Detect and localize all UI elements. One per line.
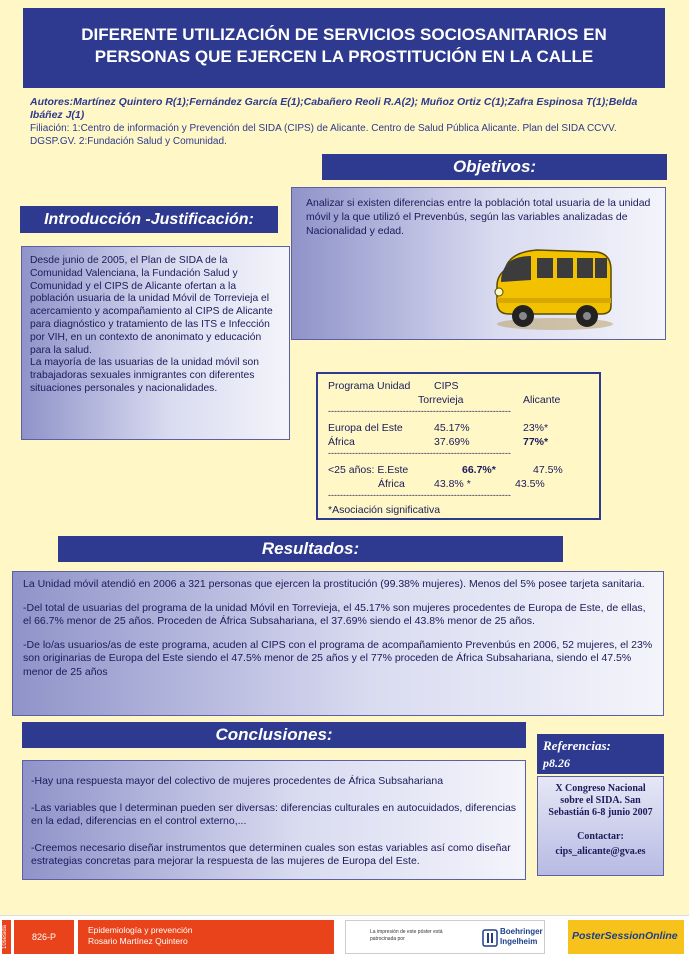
referencias-panel: [537, 734, 664, 877]
table-divider: -------------------------------------------------------------: [328, 406, 511, 416]
sponsor-text: La impresión de este póster está patrocinada por: [370, 929, 443, 942]
objetivos-text: Analizar si existen diferencias entre la población total usuaria de la unidad móvil y la que utilizó el Prevenbús, según las variables analizadas de Nacionalidad y edad.: [306, 197, 651, 237]
resultados-box: [12, 571, 664, 716]
resultados-paragraph-3: -De lo/as usuarios/as de este programa, acuden al CIPS con el programa de acompañamiento Prevenbús en 2006, 52 mujeres, el 23% son originarias de Europa del Este siendo el 47.5% menor de 25 años y el 77% proceden de África Subsahariana, siendo el 47.5% menor de 25 años: [23, 638, 653, 678]
sponsor-name: Boehringer Ingelheim: [500, 927, 543, 946]
row-africa-cips: 77%*: [523, 436, 549, 448]
row-africa-label: África: [328, 436, 355, 448]
intro-paragraph-1: Desde junio de 2005, el Plan de SIDA de la Comunidad Valenciana, la Fundación Salud y Comunidad y el CIPS de Alicante ofertan a la población usuaria de la unidad Móvil de Torrevieja el acercamiento y acompañamiento al CIPS de Alicante para diagnóstico y tratamiento de las ITS e Infección por VIH, en un contexto de anonimato y educación para la salud.: [30, 255, 273, 356]
footer-bar: [0, 915, 689, 957]
authors: Autores:Martínez Quintero R(1);Fernández García E(1);Cabañero Reoli R.A(2); Muñoz Ortiz C(1);Zafra Espinosa T(1);Belda Ibáñez J(1): [30, 96, 638, 121]
intro-paragraph-2: La mayoría de las usuarias de la unidad móvil son trabajadoras sexuales inmigrantes con diferentes situaciones personales y nacionalidades.: [30, 357, 259, 394]
contact-email[interactable]: cips_alicante@gva.es: [555, 846, 646, 857]
table-header-alicante: Alicante: [523, 394, 561, 406]
conclusiones-paragraph-1: -Hay una respuesta mayor del colectivo de mujeres procedentes de África Subsahariana: [31, 775, 444, 787]
footer-code: 826-P: [14, 920, 74, 954]
resultados-title: Resultados:: [58, 536, 563, 562]
brand-box: [568, 920, 684, 954]
resultados-paragraph-1: La Unidad móvil atendió en 2006 a 321 personas que ejercen la prostitución (99.38% mujeres). Menos del 5% posee tarjeta sanitaria.: [23, 578, 645, 590]
conclusiones-box: [22, 760, 526, 880]
row-africa-unidad: 37.69%: [434, 436, 470, 448]
poster-title-banner: [23, 8, 665, 88]
row-young-africa-label: África: [378, 478, 405, 490]
table-header-programa: Programa Unidad: [328, 380, 411, 392]
conclusiones-paragraph-2: -Las variables que l determinan pueden ser diversas: diferencias culturales en autocuidados, diferencias en la edad, diferencias en el control externo,...: [31, 801, 517, 827]
bus-icon: [487, 240, 617, 332]
resultados-paragraph-2: -Del total de usuarias del programa de la unidad Móvil en Torrevieja, el 45.17% son mujeres procedentes de Europa de Este, de ellas, el 66.7% menor de 25 años. Proceden de África Subsahariana, el 37.69% siendo el 43.8% menor de 25 años.: [23, 601, 646, 627]
brand-logo: PosterSessionOnline: [572, 930, 678, 942]
footer-author: Rosario Martínez Quintero: [88, 936, 188, 946]
conclusiones-title: Conclusiones:: [22, 722, 526, 748]
objetivos-title: Objetivos:: [322, 154, 667, 180]
table-divider: -------------------------------------------------------------: [328, 490, 511, 500]
row-young-este-unidad: 66.7%*: [462, 464, 496, 476]
row-young-este-cips: 47.5%: [533, 464, 563, 476]
row-young-este-label: <25 años: E.Este: [328, 464, 409, 476]
row-europa-unidad: 45.17%: [434, 422, 470, 434]
row-europa-cips: 23%*: [523, 422, 549, 434]
intro-box: [21, 246, 290, 440]
table-divider: -------------------------------------------------------------: [328, 448, 511, 458]
footer-category: Epidemiología y prevención: [88, 925, 193, 935]
comparison-table-box: [316, 372, 601, 520]
footer-side-label: 10sesida: [2, 920, 11, 954]
row-young-africa-unidad: 43.8% *: [434, 478, 471, 490]
row-young-africa-cips: 43.5%: [515, 478, 545, 490]
poster-title: DIFERENTE UTILIZACIÓN DE SERVICIOS SOCIOSANITARIOS EN PERSONAS QUE EJERCEN LA PROSTITUCIÓN EN LA CALLE: [81, 25, 607, 66]
conclusiones-paragraph-3: -Creemos necesario diseñar instrumentos que determinen cuales son estas variables así como diseñar estrategias concretas para mejorar la respuesta de las mujeres de Europa del Este.: [31, 841, 511, 867]
footer-info: [78, 920, 334, 954]
referencias-title: Referencias:: [543, 738, 611, 753]
affiliation: Filiación: 1:Centro de información y Prevención del SIDA (CIPS) de Alicante. Centro de Salud Pública Alicante. Plan del SIDA CCVV. DGSP.GV. 2:Fundación Salud y Comunidad.: [30, 123, 617, 147]
contact-label: Contactar:: [577, 831, 624, 842]
table-header-cips: CIPS: [434, 380, 459, 392]
sponsor-box: [345, 920, 545, 954]
table-header-torrevieja: Torrevieja: [418, 394, 464, 406]
congress-box: [537, 776, 664, 876]
intro-title: Introducción -Justificación:: [20, 206, 278, 233]
row-europa-label: Europa del Este: [328, 422, 403, 434]
boehringer-logo-icon: [482, 929, 498, 947]
objetivos-box: [291, 187, 666, 340]
congress-text: X Congreso Nacional sobre el SIDA. San Sebastián 6-8 junio 2007: [548, 783, 653, 818]
table-footnote: *Asociación significativa: [328, 504, 441, 516]
referencias-code: p8.26: [543, 756, 570, 770]
referencias-header: [537, 734, 664, 774]
